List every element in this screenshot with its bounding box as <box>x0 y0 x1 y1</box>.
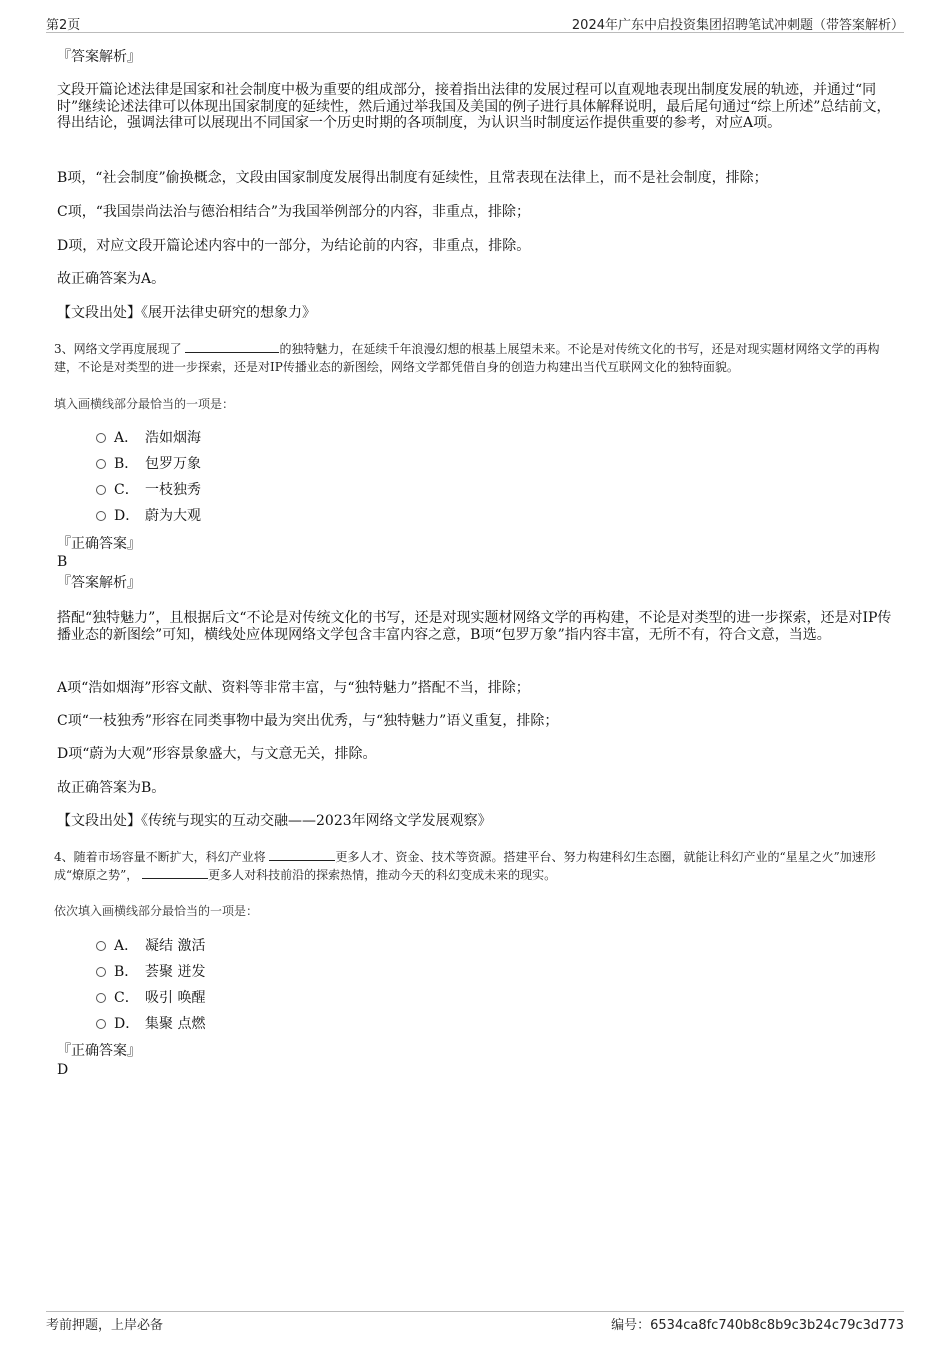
option-text: 凝结 激活 <box>145 938 206 954</box>
radio-icon[interactable] <box>96 993 106 1003</box>
option-a[interactable] <box>96 937 205 955</box>
document-title: 2024年广东中启投资集团招聘笔试冲刺题（带答案解析） <box>571 18 904 33</box>
option-text: 吸引 唤醒 <box>145 990 206 1006</box>
option-letter: D． <box>114 1016 140 1032</box>
analysis-paragraph: B项，“社会制度”偷换概念，文段由国家制度发展得出制度有延续性，且常表现在法律上，而不是社会制度，排除； <box>57 170 768 186</box>
option-text: 包罗万象 <box>145 456 201 472</box>
question-stem-text: 4、随着市场容量不断扩大，科幻产业将 <box>54 850 270 864</box>
option-d[interactable] <box>96 507 201 525</box>
footer-slogan: 考前押题，上岸必备 <box>46 1318 164 1333</box>
analysis-paragraph: A项“浩如烟海”形容文献、资料等非常丰富，与“独特魅力”搭配不当，排除； <box>57 680 530 696</box>
page-header <box>46 14 904 33</box>
answer-conclusion: 故正确答案为B。 <box>57 780 166 796</box>
option-text: 浩如烟海 <box>145 430 201 446</box>
radio-icon[interactable] <box>96 485 106 495</box>
option-a[interactable] <box>96 429 201 447</box>
answer-blank <box>142 866 208 879</box>
question-stem <box>54 848 894 884</box>
source-citation: 【文段出处】《展开法律史研究的想象力》 <box>57 305 316 321</box>
option-text: 蔚为大观 <box>145 508 201 524</box>
option-letter: A． <box>114 938 139 954</box>
question-stem <box>54 340 894 376</box>
radio-icon[interactable] <box>96 967 106 977</box>
radio-icon[interactable] <box>96 1019 106 1029</box>
analysis-label: 『答案解析』 <box>57 49 141 65</box>
correct-answer-label: 『正确答案』 <box>57 536 141 552</box>
analysis-paragraph: C项，“我国崇尚法治与德治相结合”为我国举例部分的内容，非重点，排除； <box>57 204 531 220</box>
fill-prompt: 填入画横线部分最恰当的一项是： <box>54 397 235 411</box>
correct-answer-value: B <box>57 554 68 570</box>
option-text: 集聚 点燃 <box>145 1016 206 1032</box>
analysis-label: 『答案解析』 <box>57 575 141 591</box>
option-letter: A． <box>114 430 139 446</box>
question-stem-text: 更多人对科技前沿的探索热情，推动今天的科幻变成未来的现实。 <box>208 868 557 882</box>
answer-blank <box>269 848 335 861</box>
option-letter: D． <box>114 508 140 524</box>
radio-icon[interactable] <box>96 459 106 469</box>
analysis-paragraph: 文段开篇论述法律是国家和社会制度中极为重要的组成部分，接着指出法律的发展过程可以直观地表现出制度发展的轨迹，并通过“同时”继续论述法律可以体现出国家制度的延续性，然后通过举我国及美国的例子进行具体解释说明，最后尾句通过“综上所述”总结前文，得出结论，强调法律可以展现出不同国家一个历史时期的各项制度，为认识当时制度运作提供重要的参考，对应A项。 <box>57 82 891 131</box>
question-stem-text: 更多人才、资金、技术等资源。搭建平台、努力构建科幻生态圈，就能让科幻产业的“星星之火”加速形成“燎原之势”， <box>54 850 876 882</box>
answer-conclusion: 故正确答案为A。 <box>57 271 166 287</box>
option-letter: C． <box>114 482 139 498</box>
option-text: 一枝独秀 <box>145 482 201 498</box>
radio-icon[interactable] <box>96 433 106 443</box>
correct-answer-label: 『正确答案』 <box>57 1043 141 1059</box>
page-footer <box>46 1311 904 1334</box>
analysis-paragraph: C项“一枝独秀”形容在同类事物中最为突出优秀，与“独特魅力”语义重复，排除； <box>57 713 559 729</box>
analysis-paragraph: 搭配“独特魅力”，且根据后文“不论是对传统文化的书写，还是对现实题材网络文学的再构建，不论是对类型的进一步探索，还是对IP传播业态的新图绘”可知，横线处应体现网络文学包含丰富内容之意，B项“包罗万象”指内容丰富，无所不有，符合文意，当选。 <box>57 610 892 643</box>
radio-icon[interactable] <box>96 941 106 951</box>
option-c[interactable] <box>96 481 201 499</box>
correct-answer-value: D <box>57 1062 69 1078</box>
option-b[interactable] <box>96 455 201 473</box>
option-letter: B． <box>114 964 139 980</box>
question-stem-text: 的独特魅力，在延续千年浪漫幻想的根基上展望未来。不论是对传统文化的书写，还是对现实题材网络文学的再构建，不论是对类型的进一步探索，还是对IP传播业态的新图绘，网络文学都凭借自身的创造力构建出当代互联网文化的独特面貌。 <box>54 342 880 374</box>
analysis-paragraph: D项，对应文段开篇论述内容中的一部分，为结论前的内容，非重点，排除。 <box>57 238 531 254</box>
question-stem-text: 3、网络文学再度展现了 <box>54 342 186 356</box>
radio-icon[interactable] <box>96 511 106 521</box>
option-text: 荟聚 迸发 <box>145 964 206 980</box>
page-number: 第2页 <box>46 18 81 33</box>
option-b[interactable] <box>96 963 205 981</box>
option-d[interactable] <box>96 1015 205 1033</box>
option-c[interactable] <box>96 989 205 1007</box>
option-letter: C． <box>114 990 139 1006</box>
document-code: 编号：6534ca8fc740b8c8b9c3b24c79c3d773 <box>611 1318 904 1333</box>
analysis-paragraph: D项“蔚为大观”形容景象盛大，与文意无关，排除。 <box>57 746 377 762</box>
fill-prompt: 依次填入画横线部分最恰当的一项是： <box>54 904 259 918</box>
answer-blank <box>185 340 279 353</box>
option-letter: B． <box>114 456 139 472</box>
source-citation: 【文段出处】《传统与现实的互动交融——2023年网络文学发展观察》 <box>57 813 492 829</box>
